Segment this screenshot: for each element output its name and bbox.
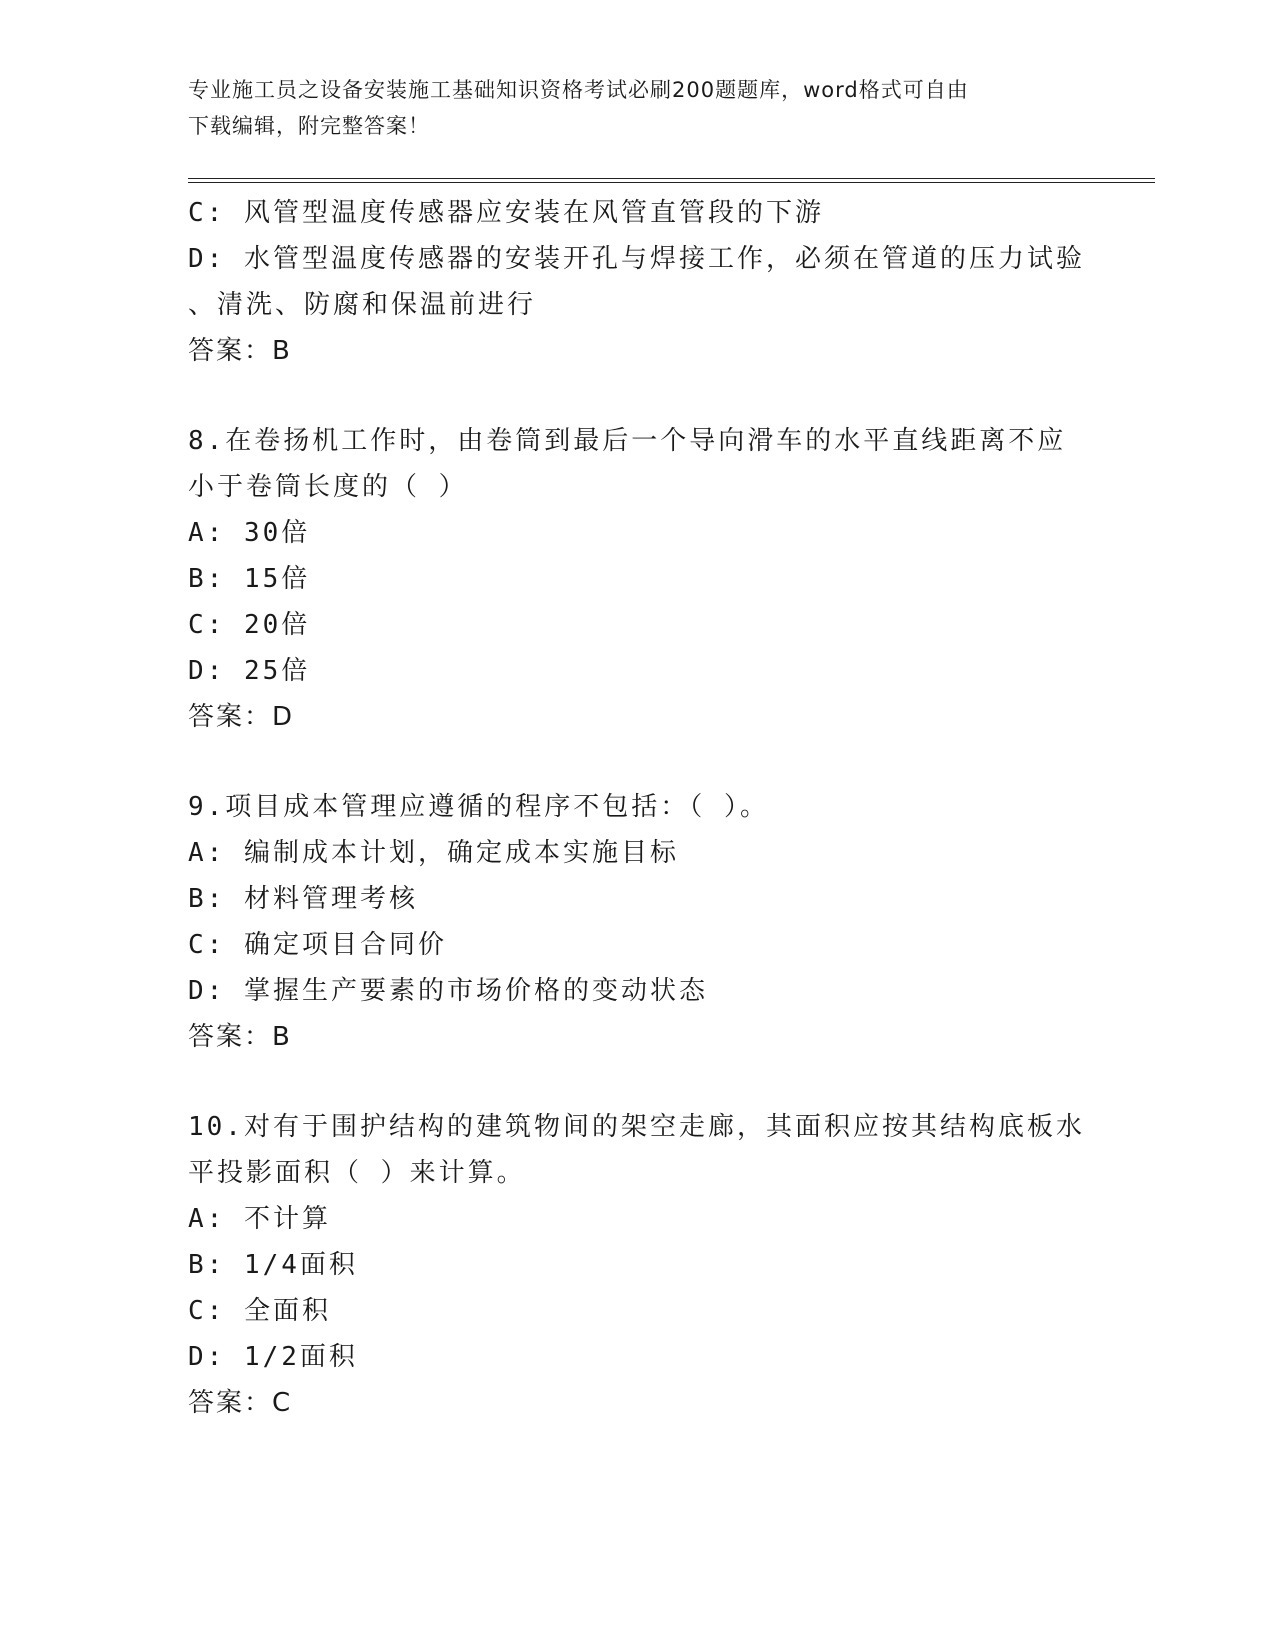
option-a: A: 30倍 bbox=[188, 518, 311, 548]
header-rule-top bbox=[188, 178, 1155, 179]
question-stem: 9.项目成本管理应遵循的程序不包括：（ ）。 bbox=[188, 792, 769, 822]
question-block-10 bbox=[188, 1104, 1088, 1426]
question-stem: 8.在卷扬机工作时，由卷筒到最后一个导向滑车的水平直线距离不应 bbox=[188, 426, 1067, 456]
option-c: C: 全面积 bbox=[188, 1296, 331, 1326]
answer: 答案：B bbox=[188, 1022, 292, 1052]
option-b: B: 15倍 bbox=[188, 564, 311, 594]
document-header bbox=[188, 72, 1088, 144]
answer: 答案：B bbox=[188, 336, 292, 366]
question-block-9 bbox=[188, 784, 1088, 1060]
option-d: D: 水管型温度传感器的安装开孔与焊接工作，必须在管道的压力试验 bbox=[188, 244, 1085, 274]
option-a: A: 编制成本计划，确定成本实施目标 bbox=[188, 838, 679, 868]
header-line-2: 下载编辑，附完整答案！ bbox=[188, 114, 430, 138]
question-block-7-tail bbox=[188, 190, 1088, 374]
option-a: A: 不计算 bbox=[188, 1204, 331, 1234]
question-stem-continued: 小于卷筒长度的（ ） bbox=[188, 472, 468, 502]
question-stem-continued: 平投影面积（ ）来计算。 bbox=[188, 1158, 526, 1188]
option-d: D: 掌握生产要素的市场价格的变动状态 bbox=[188, 976, 708, 1006]
question-block-8 bbox=[188, 418, 1088, 740]
option-c: C: 20倍 bbox=[188, 610, 311, 640]
question-content bbox=[188, 190, 1088, 1426]
option-c: C: 确定项目合同价 bbox=[188, 930, 447, 960]
question-stem: 10.对有于围护结构的建筑物间的架空走廊，其面积应按其结构底板水 bbox=[188, 1112, 1085, 1142]
option-d: D: 1/2面积 bbox=[188, 1342, 358, 1372]
answer: 答案：C bbox=[188, 1388, 293, 1418]
header-line-1: 专业施工员之设备安装施工基础知识资格考试必刷200题题库，word格式可自由 bbox=[188, 78, 969, 102]
option-d-continued: 、清洗、防腐和保温前进行 bbox=[188, 290, 537, 320]
option-b: B: 材料管理考核 bbox=[188, 884, 418, 914]
option-d: D: 25倍 bbox=[188, 656, 311, 686]
answer: 答案：D bbox=[188, 702, 295, 732]
option-c: C: 风管型温度传感器应安装在风管直管段的下游 bbox=[188, 198, 824, 228]
option-b: B: 1/4面积 bbox=[188, 1250, 358, 1280]
header-rule-bottom bbox=[188, 182, 1155, 183]
